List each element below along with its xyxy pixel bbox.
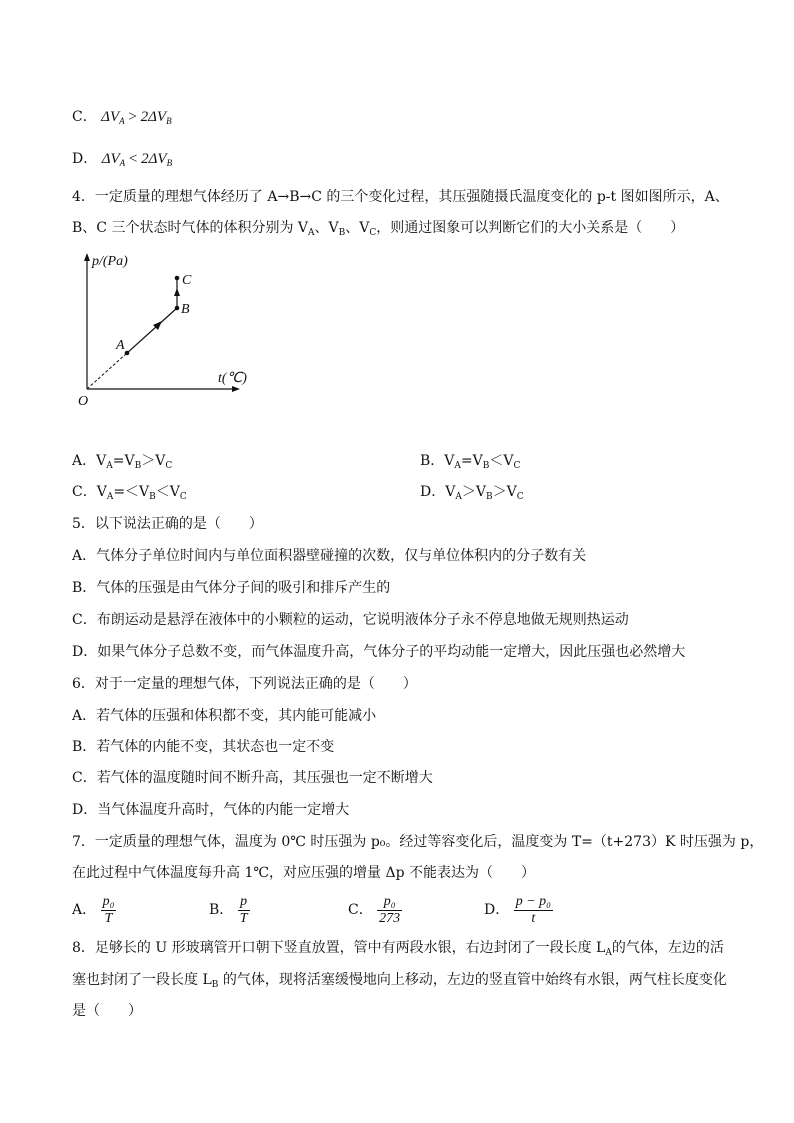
point-b-label: B	[181, 302, 190, 317]
point-a	[125, 351, 130, 356]
q4-option-d: D．$V_A>V_B>V_C$	[420, 484, 524, 502]
q7-option-a: A． $\frac{\text{p₀}}{T}$	[72, 893, 115, 926]
q8-stem-line2: 塞也封闭了一段长度 $L_B$ 的气体，现将活塞缓慢地向上移动，左边的竖直管中始终有水银，两气柱长度变化	[72, 972, 727, 990]
q8-stem-line3: 是（ ）	[72, 1003, 142, 1019]
q3-option-d: D． $\Delta V_A < 2\Delta V_B$	[72, 151, 173, 168]
q6-option-c: C．若气体的温度随时间不断升高，其压强也一定不断增大	[72, 770, 433, 786]
origin-label: O	[78, 394, 89, 409]
q7-stem-line1: 7．一定质量的理想气体，温度为 0℃ 时压强为 p₀。经过等容变化后，温度变为 T=（t+273）K 时压强为 p，	[72, 834, 764, 850]
x-axis-arrow-icon	[232, 386, 240, 392]
q3-option-d-formula: $\Delta V_A < 2\Delta V_B$	[101, 151, 173, 168]
q7-option-b: B． $\frac{p}{T}$	[209, 893, 248, 926]
q5-stem: 5．以下说法正确的是（ ）	[72, 516, 263, 532]
q4-option-b: B．$V_A=V_B<V_C$	[420, 453, 521, 471]
q4-stem-line1: 4．一定质量的理想气体经历了 A→B→C 的三个变化过程，其压强随摄氏温度变化的 p-t 图如图所示，A、	[72, 189, 729, 205]
q4-options-row2	[72, 482, 524, 507]
q6-stem: 6．对于一定量的理想气体，下列说法正确的是（ ）	[72, 676, 417, 692]
arrow-b-to-c-icon	[174, 288, 180, 296]
q4-option-c: C．$V_A=<V_B<V_C$	[72, 484, 187, 502]
q7-stem-line2: 在此过程中气体温度每升高 1℃，对应压强的增量 Δp 不能表达为（ ）	[72, 865, 535, 881]
point-c	[175, 276, 180, 281]
q4-stem-line2: B、C 三个状态时气体的体积分别为 $V_A$、$V_B$、$V_C$，则通过图象可以判断它们的大小关系是（ ）	[72, 220, 685, 238]
p-t-graph	[72, 250, 252, 410]
q7-option-c: C． $\frac{\text{p₀}}{273}$	[348, 893, 401, 926]
line-a-to-b	[127, 308, 177, 353]
y-axis-label: p/(Pa)	[92, 254, 128, 269]
q6-option-b: B．若气体的内能不变，其状态也一定不变	[72, 739, 335, 755]
q5-option-c: C．布朗运动是悬浮在液体中的小颗粒的运动，它说明液体分子永不停息地做无规则热运动	[72, 612, 629, 628]
point-b	[175, 306, 180, 311]
q4-options-row1	[72, 451, 521, 476]
q3-option-c-formula: $\Delta V_A > 2\Delta V_B$	[101, 109, 172, 126]
q6-option-d: D．当气体温度升高时，气体的内能一定增大	[72, 802, 350, 818]
q3-option-c: C． $\Delta V_A > 2\Delta V_B$	[72, 109, 172, 126]
point-c-label: C	[182, 273, 192, 288]
q6-option-a: A．若气体的压强和体积都不变，其内能可能减小	[72, 708, 377, 724]
q5-option-d: D．如果气体分子总数不变，而气体温度升高，气体分子的平均动能一定增大，因此压强也必然增大	[72, 644, 686, 660]
q5-option-b: B．气体的压强是由气体分子间的吸引和排斥产生的	[72, 580, 391, 596]
x-axis-label: t(℃)	[218, 371, 247, 386]
q4-option-a: A．$V_A=V_B>V_C$	[72, 453, 173, 471]
q7-option-d: D． $\frac{\text{p − p₀}}{t}$	[484, 893, 552, 926]
q8-stem-line1: 8．足够长的 U 形玻璃管开口朝下竖直放置，管中有两段水银，右边封闭了一段长度 $L_A$的气体，左边的活	[72, 940, 724, 958]
dashed-extension-line	[87, 353, 127, 389]
point-a-label: A	[116, 338, 125, 353]
y-axis-arrow-icon	[84, 253, 90, 261]
q5-option-a: A．气体分子单位时间内与单位面积器壁碰撞的次数，仅与单位体积内的分子数有关	[72, 548, 587, 564]
